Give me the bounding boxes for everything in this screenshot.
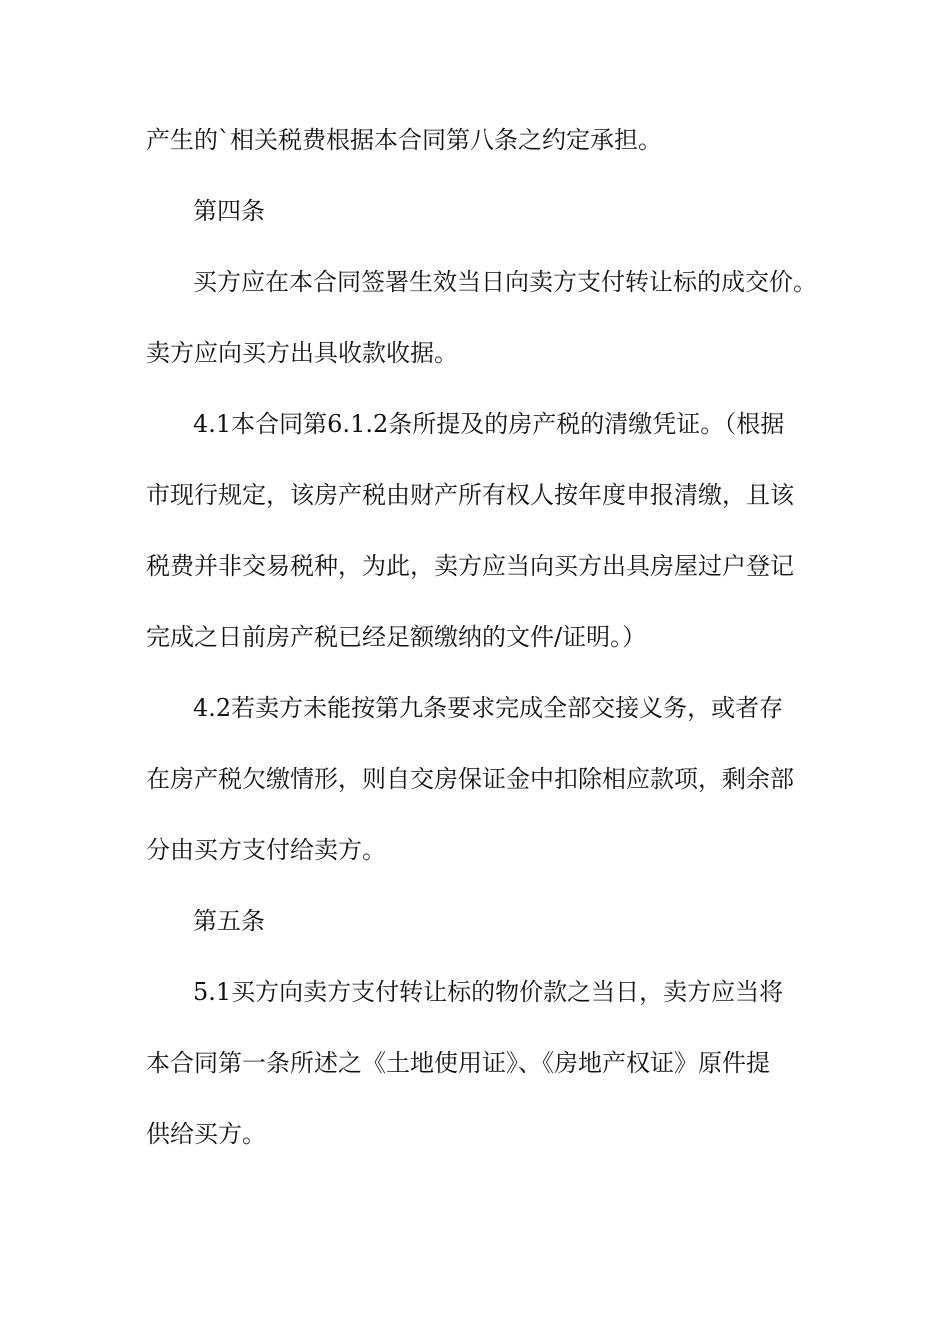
text-line: 本合同第一条所述之《土地使用证》、《房地产权证》原件提 — [146, 1049, 770, 1077]
text-line: 税费并非交易税种，为此，卖方应当向买方出具房屋过户登记 — [146, 552, 794, 580]
clause-line: 4.2若卖方未能按第九条要求完成全部交接义务，或者存 — [193, 694, 784, 722]
clause-line: 4.1本合同第6.1.2条所提及的房产税的清缴凭证。（根据 — [193, 410, 785, 438]
text-line: 在房产税欠缴情形，则自交房保证金中扣除相应款项，剩余部 — [146, 765, 794, 793]
text-line: 市现行规定，该房产税由财产所有权人按年度申报清缴，且该 — [146, 481, 794, 509]
article-heading: 第四条 — [193, 197, 265, 225]
text-line: 供给买方。 — [146, 1120, 266, 1148]
text-line: 买方应在本合同签署生效当日向卖方支付转让标的成交价。 — [193, 268, 817, 296]
text-line: 产生的`相关税费根据本合同第八条之约定承担。 — [146, 126, 662, 154]
text-line: 完成之日前房产税已经足额缴纳的文件/证明。） — [146, 623, 647, 651]
document-body — [146, 126, 817, 1193]
article-heading: 第五条 — [193, 907, 265, 935]
text-line: 卖方应向买方出具收款收据。 — [146, 339, 458, 367]
clause-line: 5.1买方向卖方支付转让标的物价款之当日，卖方应当将 — [193, 978, 784, 1006]
text-line: 分由买方支付给卖方。 — [146, 836, 386, 864]
